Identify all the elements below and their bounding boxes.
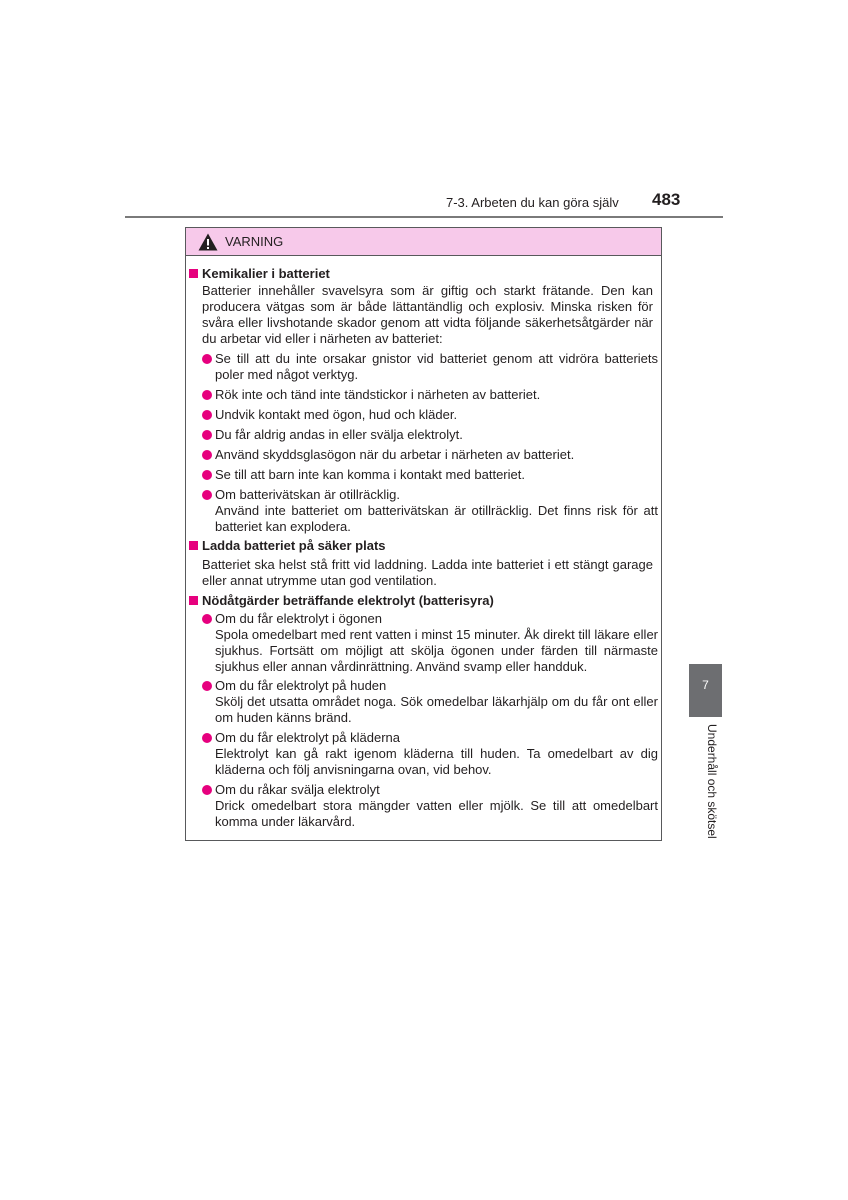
list-item: Använd skyddsglasögon när du arbetar i närheten av batteriet. — [202, 447, 658, 463]
list-item: Se till att barn inte kan komma i kontakt med batteriet. — [202, 467, 658, 483]
section-heading: Nödåtgärder beträffande elektrolyt (batterisyra) — [189, 593, 494, 609]
circle-bullet-icon — [202, 785, 212, 795]
list-item: Du får aldrig andas in eller svälja elektrolyt. — [202, 427, 658, 443]
circle-bullet-icon — [202, 470, 212, 480]
chapter-number: 7 — [702, 678, 709, 692]
square-bullet-icon — [189, 541, 198, 550]
list-item: Se till att du inte orsakar gnistor vid batteriet genom att vidröra batteriets poler med något verktyg. — [202, 351, 658, 383]
circle-bullet-icon — [202, 390, 212, 400]
list-item: Rök inte och tänd inte tändstickor i närheten av batteriet. — [202, 387, 658, 403]
warning-box — [185, 227, 662, 841]
chapter-tab — [689, 664, 722, 717]
list-item: Om batterivätskan är otillräcklig. Använd inte batteriet om batterivätskan är otillräcklig. Det finns risk för att batteriet kan explodera. — [202, 487, 658, 535]
warning-triangle-icon — [198, 233, 218, 251]
circle-bullet-icon — [202, 614, 212, 624]
section-heading: Kemikalier i batteriet — [189, 266, 330, 282]
circle-bullet-icon — [202, 450, 212, 460]
circle-bullet-icon — [202, 410, 212, 420]
section-paragraph: Batteriet ska helst stå fritt vid laddning. Ladda inte batteriet i ett stängt garage eller annat utrymme utan god ventilation. — [202, 557, 653, 588]
section-heading: Ladda batteriet på säker plats — [189, 538, 386, 554]
list-item: Om du får elektrolyt i ögonen Spola omedelbart med rent vatten i minst 15 minuter. Åk direkt till läkare eller sjukhus. Fortsätt om möjligt att skölja ögonen under färden till närmaste sjukhus eller annan vårdinrättning. Använd svamp eller handduk. — [202, 611, 658, 675]
list-item: Om du råkar svälja elektrolyt Drick omedelbart stora mängder vatten eller mjölk. Se till att omedelbart komma under läkarvård. — [202, 782, 658, 830]
warning-title: VARNING — [225, 234, 284, 249]
list-item: Om du får elektrolyt på huden Skölj det utsatta området noga. Sök omedelbar läkarhjälp om du får ont eller om huden känns bränd. — [202, 678, 658, 726]
square-bullet-icon — [189, 269, 198, 278]
list-item: Om du får elektrolyt på kläderna Elektrolyt kan gå rakt igenom kläderna till huden. Ta omedelbart av dig kläderna och följ anvisningarna ovan, vid behov. — [202, 730, 658, 778]
running-header: 7-3. Arbeten du kan göra själv — [446, 195, 619, 210]
list-item: Undvik kontakt med ögon, hud och kläder. — [202, 407, 658, 423]
page-number: 483 — [652, 190, 681, 209]
header-rule — [125, 216, 723, 218]
section-paragraph: Batterier innehåller svavelsyra som är giftig och starkt frätande. Den kan producera vätgas som är både lättantändlig och explosiv. Minska risken för svåra eller livshotande skador genom att vidta följande säkerhetsåtgärder när du arbetar vid eller i närheten av batteriet: — [202, 283, 653, 346]
chapter-label: Underhåll och skötsel — [705, 724, 719, 839]
circle-bullet-icon — [202, 490, 212, 500]
square-bullet-icon — [189, 596, 198, 605]
circle-bullet-icon — [202, 733, 212, 743]
circle-bullet-icon — [202, 354, 212, 364]
circle-bullet-icon — [202, 430, 212, 440]
warning-header — [186, 228, 661, 256]
circle-bullet-icon — [202, 681, 212, 691]
